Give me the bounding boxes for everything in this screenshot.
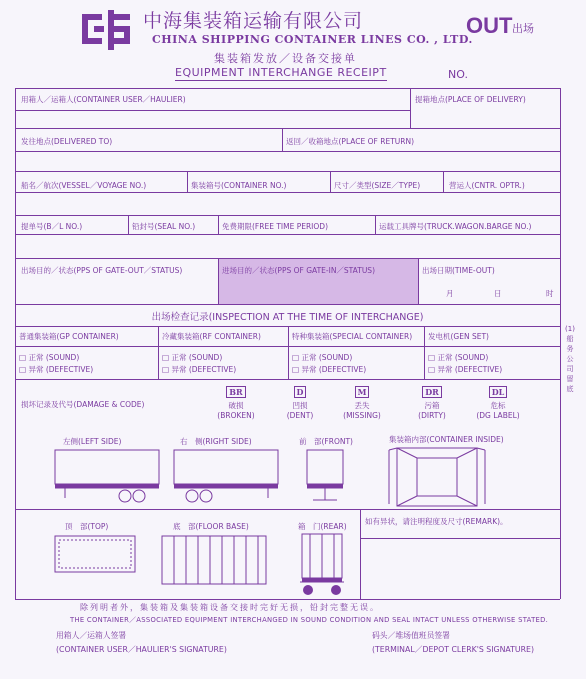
company-name-en: CHINA SHIPPING CONTAINER LINES CO. , LTD. <box>152 33 473 46</box>
user-signature-en: (CONTAINER USER／HAULIER'S SIGNATURE) <box>56 645 227 654</box>
container-no-label: 集装箱号(CONTAINER NO.) <box>191 181 287 190</box>
form-table <box>15 88 560 633</box>
bl-no-label: 提单号(B／L NO.) <box>21 222 83 231</box>
special-defective-checkbox[interactable]: □ 异常 (DEFECTIVE) <box>292 365 367 374</box>
gp-defective-checkbox[interactable]: □ 异常 (DEFECTIVE) <box>19 365 94 374</box>
floor-base-label: 底 部(FLOOR BASE) <box>173 522 249 531</box>
gate-in-label: 进场目的／状态(PPS OF GATE-IN／STATUS) <box>222 266 375 275</box>
out-mark-cn: 出场 <box>512 22 534 35</box>
damage-code-missing: M 丢失 (MISSING) <box>343 387 381 420</box>
hour-label: 时 <box>546 289 554 298</box>
right-side-trailer-icon <box>172 448 282 506</box>
right-side-label: 右 侧(RIGHT SIDE) <box>180 437 252 446</box>
damage-code-dent: D 凹损 (DENT) <box>286 387 314 420</box>
gate-out-label: 出场目的／状态(PPS OF GATE-OUT／STATUS) <box>21 266 183 275</box>
place-of-delivery-label: 提箱地点(PLACE OF DELIVERY) <box>415 95 526 104</box>
front-view-icon <box>305 448 345 506</box>
free-time-label: 免费期限(FREE TIME PERIOD) <box>222 222 328 231</box>
rear-door-label: 箱 门(REAR) <box>298 522 347 531</box>
damage-code-dirty: DR 污箱 (DIRTY) <box>418 387 446 420</box>
left-side-label: 左侧(LEFT SIDE) <box>63 437 122 446</box>
left-side-trailer-icon <box>53 448 163 506</box>
damage-code-broken: BR 破损 (BROKEN) <box>217 387 255 420</box>
damage-code-dg-label: DL 危标 (DG LABEL) <box>476 387 520 420</box>
form-title-en: EQUIPMENT INTERCHANGE RECEIPT <box>175 66 387 79</box>
company-name-cn: 中海集装箱运输有限公司 <box>143 10 364 32</box>
month-label: 月 <box>446 289 454 298</box>
cntr-optr-label: 营运人(CNTR. OPTR.) <box>449 181 525 190</box>
time-out-label: 出场日期(TIME-OUT) <box>422 266 495 275</box>
company-logo-icon <box>80 8 132 52</box>
inspection-title: 出场检查记录(INSPECTION AT THE TIME OF INTERCHANGE) <box>151 312 424 323</box>
top-view-icon <box>53 534 138 574</box>
footer-statement-cn: 除列明者外，集装箱及集装箱设备交接时完好无损，铅封完整无误。 <box>80 603 380 612</box>
user-signature-cn: 用箱人／运箱人签署 <box>56 631 127 640</box>
damage-code-label: 损坏记录及代号(DAMAGE & CODE) <box>21 400 145 409</box>
genset-defective-checkbox[interactable]: □ 异常 (DEFECTIVE) <box>428 365 503 374</box>
special-container-label: 特种集装箱(SPECIAL CONTAINER) <box>292 332 413 341</box>
form-title-cn: 集装箱发放／设备交接单 <box>214 52 357 65</box>
remark-label: 如有异状，请注明程度及尺寸(REMARK)。 <box>365 517 508 526</box>
place-of-return-label: 返回／收箱地点(PLACE OF RETURN) <box>286 137 415 146</box>
clerk-signature-en: (TERMINAL／DEPOT CLERK'S SIGNATURE) <box>372 645 535 654</box>
rf-container-label: 冷藏集装箱(RF CONTAINER) <box>162 332 261 341</box>
rf-sound-checkbox[interactable]: □ 正常 (SOUND) <box>162 353 223 362</box>
top-view-label: 顶 部(TOP) <box>65 522 109 531</box>
gp-sound-checkbox[interactable]: □ 正常 (SOUND) <box>19 353 80 362</box>
floor-base-icon <box>160 534 270 586</box>
seal-no-label: 铅封号(SEAL NO.) <box>132 222 196 231</box>
gp-container-label: 普通集装箱(GP CONTAINER) <box>19 332 119 341</box>
rear-door-icon <box>298 532 346 598</box>
margin-copy-note: (1)船务公司留底 <box>565 325 575 393</box>
container-user-label: 用箱人／运箱人(CONTAINER USER／HAULIER) <box>21 95 186 104</box>
clerk-signature-cn: 码头／堆场值班员签署 <box>372 631 450 640</box>
truck-no-label: 运载工具牌号(TRUCK.WAGON.BARGE NO.) <box>379 222 532 231</box>
vessel-voyage-label: 船名／航次(VESSEL／VOYAGE NO.) <box>21 181 147 190</box>
front-label: 前 部(FRONT) <box>299 437 353 446</box>
footer-statement-en: THE CONTAINER／ASSOCIATED EQUIPMENT INTERCHANGED IN SOUND CONDITION AND SEAL INTACT UNLESS OTHERWISE STATED. <box>70 616 549 624</box>
container-inside-label: 集装箱内部(CONTAINER INSIDE) <box>389 435 504 444</box>
gen-set-label: 发电机(GEN SET) <box>428 332 489 341</box>
genset-sound-checkbox[interactable]: □ 正常 (SOUND) <box>428 353 489 362</box>
delivered-to-label: 发往地点(DELIVERED TO) <box>21 137 113 146</box>
receipt-number-label: NO. <box>448 68 468 81</box>
rf-defective-checkbox[interactable]: □ 异常 (DEFECTIVE) <box>162 365 237 374</box>
size-type-label: 尺寸／类型(SIZE／TYPE) <box>334 181 421 190</box>
special-sound-checkbox[interactable]: □ 正常 (SOUND) <box>292 353 353 362</box>
container-inside-icon <box>387 446 487 508</box>
out-mark: OUT <box>466 13 513 38</box>
day-label: 日 <box>494 289 502 298</box>
